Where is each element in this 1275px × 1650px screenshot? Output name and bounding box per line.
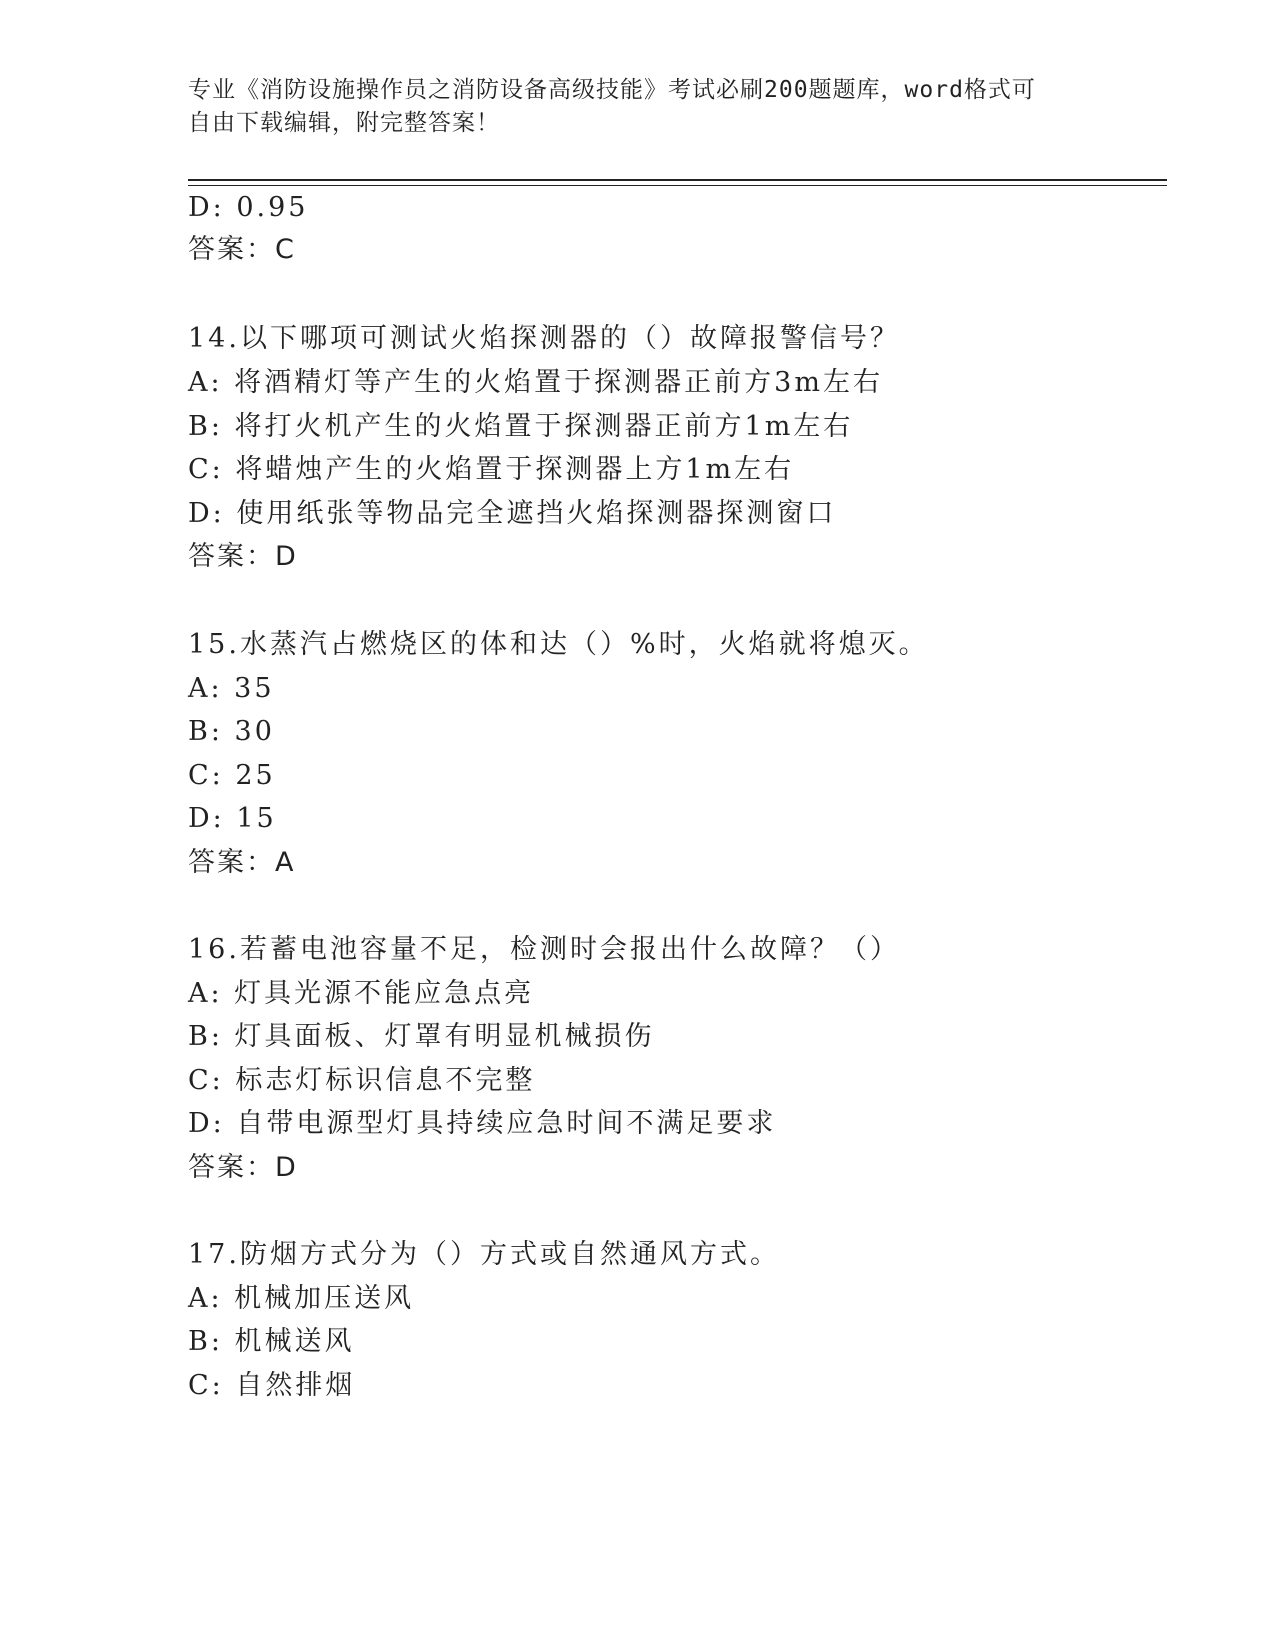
q15-option-c: C: 25 (188, 760, 276, 791)
prev-option-d: D: 0.95 (188, 192, 309, 223)
prev-answer: 答案：C (188, 234, 296, 265)
q14-answer: 答案：D (188, 541, 298, 572)
q14-option-b: B: 将打火机产生的火焰置于探测器正前方1m左右 (188, 411, 854, 442)
q15-option-a: A: 35 (188, 673, 275, 704)
q14-option-c: C: 将蜡烛产生的火焰置于探测器上方1m左右 (188, 454, 795, 485)
q16-option-a: A: 灯具光源不能应急点亮 (188, 978, 535, 1009)
q17-option-c: C: 自然排烟 (188, 1370, 356, 1401)
q16-option-b: B: 灯具面板、灯罩有明显机械损伤 (188, 1021, 655, 1052)
q16-option-d: D: 自带电源型灯具持续应急时间不满足要求 (188, 1108, 777, 1139)
q17-option-a: A: 机械加压送风 (188, 1283, 415, 1314)
header-divider-thick (188, 179, 1167, 181)
header-line-2: 自由下载编辑，附完整答案！ (188, 110, 500, 136)
q17-option-b: B: 机械送风 (188, 1326, 355, 1357)
q15-option-b: B: 30 (188, 716, 275, 747)
q16-question: 16.若蓄电池容量不足，检测时会报出什么故障？（） (188, 934, 900, 965)
q16-option-c: C: 标志灯标识信息不完整 (188, 1065, 536, 1096)
q14-option-a: A: 将酒精灯等产生的火焰置于探测器正前方3m左右 (188, 367, 883, 398)
q14-option-d: D: 使用纸张等物品完全遮挡火焰探测器探测窗口 (188, 498, 837, 529)
q16-answer: 答案：D (188, 1152, 298, 1183)
document-header (188, 74, 1088, 140)
header-line-1: 专业《消防设施操作员之消防设备高级技能》考试必刷200题题库，word格式可 (188, 77, 1036, 103)
q15-option-d: D: 15 (188, 803, 277, 834)
q15-answer: 答案：A (188, 847, 296, 878)
q15-question: 15.水蒸汽占燃烧区的体和达（）%时，火焰就将熄灭。 (188, 629, 929, 660)
q17-question: 17.防烟方式分为（）方式或自然通风方式。 (188, 1239, 780, 1270)
q14-question: 14.以下哪项可测试火焰探测器的（）故障报警信号？ (188, 323, 900, 354)
header-divider-thin (188, 185, 1167, 186)
